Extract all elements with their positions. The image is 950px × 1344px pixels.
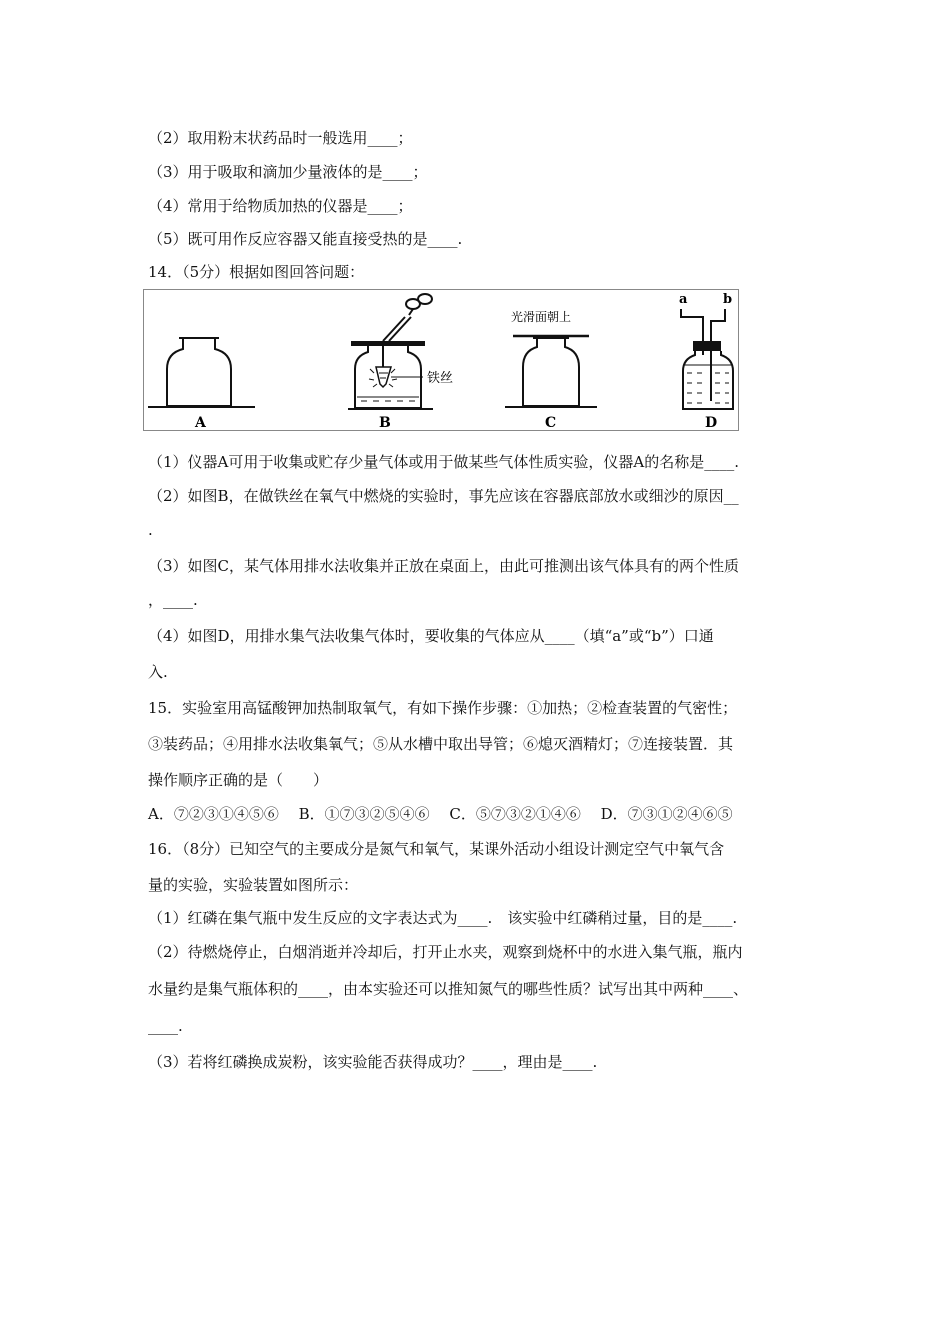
label-d: D <box>705 415 718 431</box>
label-a: A <box>195 415 206 431</box>
q15-stem-cont-1: ③装药品；④用排水法收集氧气；⑤从水槽中取出导管；⑥熄灭酒精灯；⑦连接装置．其 <box>148 735 734 753</box>
q14-stem: 14．（5分）根据如图回答问题： <box>148 263 365 281</box>
q14-part-4: （4）如图D，用排水集气法收集气体时，要收集的气体应从____（填“a”或“b”）口通 <box>148 627 714 645</box>
q16-part-2: （2）待燃烧停止，白烟消逝并冷却后，打开止水夹，观察到烧杯中的水进入集气瓶，瓶内 <box>148 943 743 961</box>
q14-part-2-cont: . <box>148 521 153 539</box>
q13-item-3: （3）用于吸取和滴加少量液体的是____； <box>148 163 428 181</box>
q13-item-5: （5）既可用作反应容器又能直接受热的是____. <box>148 230 463 248</box>
q16-part-2-cont: 水量约是集气瓶体积的____，由本实验还可以推知氮气的哪些性质？试写出其中两种____、 <box>148 980 749 998</box>
port-a: a <box>679 292 688 307</box>
q16-stem-cont: 量的实验，实验装置如图所示： <box>148 876 359 894</box>
jar-c <box>505 309 597 431</box>
q14-part-4-cont: 入. <box>148 663 168 681</box>
q13-item-2: （2）取用粉末状药品时一般选用____； <box>148 129 413 147</box>
q15-options: A．⑦②③①④⑤⑥ B．①⑦③②⑤④⑥ C．⑤⑦③②①④⑥ D．⑦③①②④⑥⑤ <box>148 805 733 823</box>
jar-b <box>348 294 453 431</box>
jar-a <box>148 338 255 431</box>
q13-item-4: （4）常用于给物质加热的仪器是____； <box>148 197 413 215</box>
q14-part-2: （2）如图B，在做铁丝在氧气中燃烧的实验时，事先应该在容器底部放水或细沙的原因__ <box>148 487 739 505</box>
q16-part-3: （3）若将红磷换成炭粉，该实验能否获得成功？____，理由是____. <box>148 1053 598 1071</box>
q14-figure <box>143 289 739 431</box>
q14-part-3: （3）如图C，某气体用排水法收集并正放在桌面上，由此可推测出该气体具有的两个性质 <box>148 557 740 575</box>
q16-part-2-cont-2: ____. <box>148 1017 183 1035</box>
q16-part-1: （1）红磷在集气瓶中发生反应的文字表达式为____. 该实验中红磷稍过量，目的是____. <box>148 909 738 927</box>
label-c: C <box>545 415 557 431</box>
q14-part-3-cont: ，____. <box>148 591 198 609</box>
bottle-d <box>679 292 733 431</box>
annotation-iron-wire: 铁丝 <box>427 371 454 386</box>
q15-stem-cont-2: 操作顺序正确的是（ ） <box>148 771 329 789</box>
q16-stem: 16．（8分）已知空气的主要成分是氮气和氧气，某课外活动小组设计测定空气中氧气含 <box>148 840 725 858</box>
q15-stem: 15．实验室用高锰酸钾加热制取氧气，有如下操作步骤：①加热；②检查装置的气密性； <box>148 699 738 717</box>
label-b: B <box>379 415 391 431</box>
q14-part-1: （1）仪器A可用于收集或贮存少量气体或用于做某些气体性质实验，仪器A的名称是____. <box>148 453 739 471</box>
port-b: b <box>723 292 733 307</box>
annotation-smooth-side: 光滑面朝上 <box>511 310 572 324</box>
